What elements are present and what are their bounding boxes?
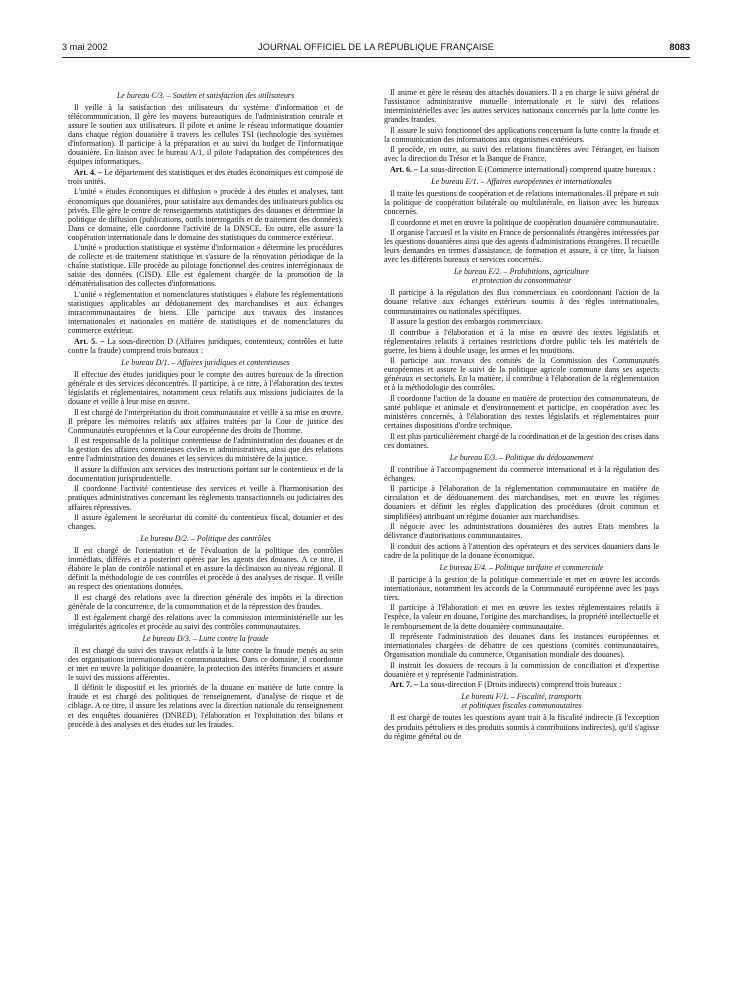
body-paragraph: L'unité « réglementation et nomenclatures statistiques » élabore les réglementations statistiques applicables au dédouanement des marchandises et aux échanges intracommunautaires de biens. Elle participe aux travaux des instances internationales et nationales en matière de statistiques et de nomenclatures du commerce extérieur. [68, 289, 343, 336]
header-page-number: 8083 [669, 42, 690, 52]
body-paragraph: Il est chargé de l'interprétation du droit communautaire et veille à sa mise en œuvre. Il prépare les mémoires relatifs aux affaires traitées par la Cour de justice des Communautés européennes et la Cour européenne des droits de l'homme. [68, 407, 343, 435]
body-paragraph: Il est également chargé des relations avec la commission interministérielle sur les irrégularités agricoles et procède au suivi des contrôles communautaires. [68, 612, 343, 631]
article-paragraph: Art. 4. – Le département des statistiques et des études économiques est composé de trois unités. [68, 167, 343, 186]
body-paragraph: Il est responsable de la politique contentieuse de l'administration des douanes et de la gestion des affaires contentieuses civiles et administratives, ainsi que des relations entre l'administration des douanes et les services du ministère de la justice. [68, 436, 343, 464]
body-paragraph: Il assure la diffusion aux services des instructions portant sur le contentieux et de la documentation jurisprudentielle. [68, 464, 343, 483]
section-heading: Le bureau D/2. – Politique des contrôles [140, 534, 271, 544]
body-paragraph: Il traite les questions de coopération et de relations internationales. Il prépare et suit la politique de coopération bilatérale ou multilatérale, en liaison avec les bureaux concernés. [384, 188, 659, 217]
section-heading: Le bureau E/1. – Affaires européennes et internationales [431, 176, 612, 186]
body-paragraph: Il représente l'administration des douanes dans les instances européennes et internationales chargées de débattre de ces questions (comités communautaires, Organisation mondiale du commerce, Organisation mondiale des douanes). [384, 632, 659, 660]
article-number: Art. 6. – [390, 164, 420, 174]
body-paragraph: Il est chargé du suivi des travaux relatifs à la lutte contre la fraude menés au sein des organisations internationales et communautaires. Dans ce domaine, il coordonne et met en œuvre la politique douanière, la protection des intérêts financiers et assure le suivi des missions afférentes. [68, 645, 343, 682]
body-paragraph: Il assure la gestion des embargos commerciaux. [390, 317, 543, 327]
body-paragraph: Il définit le dispositif et les priorités de la douane en matière de lutte contre la fraude et est chargé des politiques de renseignement, d'analyse de risque et de ciblage. A ce titre, il assure les relations avec la direction nationale du renseignement et des enquêtes douanières (DNRED), l'élaboration et l'exploitation des bilans et procède à des analyses et des études sur les fraudes. [68, 683, 343, 729]
section-heading: Le bureau E/4. – Politique tarifaire et commerciale [439, 562, 604, 572]
body-paragraph: Il assure le suivi fonctionnel des applications concernant la lutte contre la fraude et la communication des informations aux organismes extérieurs. [384, 125, 659, 144]
body-paragraph: L'unité « production statistique et système d'information » détermine les procédures de collecte et de traitement statistique et s'assure de la rénovation périodique de la chaîne statistique. Elle procède au pilotage fonctionnel des centres interrégionaux de saisie des données (CISD). Elle est également chargée de la promotion de la dématérialisation des collectes d'informations. [68, 243, 343, 289]
body-paragraph: Il veille à la satisfaction des utilisateurs du système d'information et de télécommunication. Il gère les moyens bureautiques de l'administration centrale et assure le soutien aux utilisateurs. Il pilote et anime le réseau informatique douanier dans chaque région douanière à travers les cellules TSI (technologie des systèmes d'information). Il participe à la préparation et au suivi du budget de l'informatique douanière. En liaison avec le bureau A/1, il pilote l'adaptation des compétences des équipes informatiques. [68, 103, 343, 167]
article-number: Art. 5. – [74, 336, 108, 346]
section-heading: Le bureau D/1. – Affaires juridiques et contentieuses [121, 357, 290, 367]
article-paragraph: Art. 5. – La sous-direction D (Affaires juridiques, contentieux, contrôles et lutte contre la fraude) comprend trois bureaux : [68, 336, 343, 355]
body-paragraph: Il procède, en outre, au suivi des relations financières avec l'étranger, en liaison avec la direction du Trésor et la Banque de France. [384, 145, 659, 164]
body-paragraph: Il effectue des études juridiques pour le compte des autres bureaux de la direction générale et des services déconcentrés. Il participe, à ce titre, à l'élaboration des textes législatifs et réglementaires, notamment ceux relatifs aux missions judiciaires de la douane et veille à leur mise en œuvre. [68, 369, 343, 406]
page-header [62, 42, 690, 56]
body-paragraph: Il participe aux travaux des comités de la Commission des Communautés européennes et assure le suivi de la politique agricole commune dans ses aspects généraux et sectoriels. En la matière, il contribue à l'élaboration de la réglementation et à la méthodologie des contrôles. [384, 356, 659, 393]
body-paragraph: Il assure également le secrétariat du comité du contentieux fiscal, douanier et des changes. [68, 513, 343, 532]
header-date: 3 mai 2002 [62, 42, 108, 52]
body-paragraph: L'unité « études économiques et diffusion » procède à des études et analyses, tant économiques que douanières, pour satisfaire aux demandes des utilisateurs publics ou privés. Elle gère le centre de renseignements statistiques des douanes et détermine la politique de diffusion (publications, outils interrogatifs et de traitement des données). Dans ce domaine, elle coordonne l'activité de la DNSCE. En outre, elle assure la coopération internationale dans le domaine des statistiques du commerce extérieur. [68, 187, 343, 242]
body-paragraph: Il est chargé de l'orientation et de l'évaluation de la politique des contrôles immédiats, différés et a posteriori opérés par les agents des douanes. A ce titre, il élabore le plan de contrôle national et en assure la déclinaison au niveau régional. Il définit la méthodologie de ces contrôles et procède à des analyses de risque. Il veille au respect des orientations données. [68, 546, 343, 592]
section-heading: Le bureau C/3. – Soutien et satisfaction des utilisateurs [116, 91, 295, 100]
section-heading: Le bureau E/2. – Prohibitions, agriculture et protection du consommateur [454, 267, 589, 286]
body-paragraph: Il contribue à l'élaboration et à la mise en œuvre des textes législatifs et réglementaires relatifs à certaines restrictions d'ordre public tels les matériels de guerre, les biens à double usage, les armes et les munitions. [384, 327, 659, 355]
left-column [68, 88, 343, 730]
article-number: Art. 4. – [74, 167, 105, 177]
body-paragraph: Il participe à la gestion de la politique commerciale et met en œuvre les accords internationaux, notamment les accords de la Communauté européenne avec les pays tiers. [384, 574, 659, 602]
body-paragraph: Il est chargé des relations avec la direction générale des impôts et la direction générale de la concurrence, de la consommation et de la répression des fraudes. [68, 592, 343, 611]
body-paragraph: Il instruit les dossiers de recours à la commission de conciliation et d'expertise douanière et y représente l'administration. [384, 660, 659, 679]
article-number: Art. 7. – [390, 680, 420, 690]
section-heading: Le bureau E/3. – Politique du dédouanement [449, 452, 594, 462]
body-paragraph: Il est plus particulièrement chargé de la coordination et de la gestion des crises dans ces domaines. [384, 431, 659, 450]
article-paragraph: Art. 6. – La sous-direction E (Commerce international) comprend quatre bureaux : [390, 164, 656, 174]
body-paragraph: Il coordonne l'activité contentieuse des services et veille à l'harmonisation des pratiques administratives concernant les règlements transactionnels ou judiciaires des affaires répressives. [68, 484, 343, 512]
body-paragraph: Il négocie avec les administrations douanières des autres Etats membres la délivrance d'autorisations communautaires. [384, 522, 659, 541]
body-paragraph: Il organise l'accueil et la visite en France de personnalités étrangères intéressées par les questions douanières ainsi que des agents d'administrations étrangères. Il recueille leurs demandes en termes d'assistance, de formation et assure, à ce titre, la liaison avec les différents bureaux et services concernés. [384, 228, 659, 265]
body-paragraph: Il participe à la régulation des flux commerciaux en coordonnant l'action de la douane relative aux échanges extérieurs soumis à des règles internationales, communautaires ou nationales spécifiques. [384, 288, 659, 316]
body-paragraph: Il participe à l'élaboration de la réglementation communautaire en matière de circulation et de dédouanement des marchandises, met en œuvre les régimes douaniers et définit les règles d'application des procédures (droit commun et simplifiées) attribuant un régime douanier aux marchandises. [384, 484, 659, 521]
body-paragraph: Il conduit des actions à l'attention des opérateurs et des services douaniers dans le cadre de la politique de la douane économique. [384, 541, 659, 560]
section-heading: Le bureau D/3. – Lutte contre la fraude [142, 633, 269, 643]
header-rule [62, 57, 690, 58]
body-paragraph: Il participe à l'élaboration et met en œuvre les textes réglementaires relatifs à l'espèce, la valeur en douane, l'origine des marchandises, la propriété intellectuelle et le remboursement de la dette douanière communautaire. [384, 603, 659, 631]
header-title: JOURNAL OFFICIEL DE LA RÉPUBLIQUE FRANÇAISE [258, 42, 494, 52]
body-paragraph: Il anime et gère le réseau des attachés douaniers. Il a en charge le suivi général de l'assistance administrative mutuelle internationale et le suivi des relations interministérielles avec les autres services nationaux concernés par la lutte contre les grandes fraudes. [384, 88, 659, 125]
body-paragraph: Il est chargé de toutes les questions ayant trait à la fiscalité indirecte (à l'exception des produits pétroliers et des produits soumis à contributions indirectes), qu'il s'agisse du régime général ou de [384, 713, 659, 741]
body-paragraph: Il coordonne et met en œuvre la politique de coopération douanière communautaire. [390, 217, 659, 227]
body-paragraph: Il coordonne l'action de la douane en matière de protection des consommateurs, de santé publique et animale et d'environnement et participe, en coopération avec les ministères concernés, à l'élaboration des textes législatifs et réglementaires pour certaines dispositions d'ordre technique. [384, 393, 659, 431]
section-heading: Le bureau F/1. – Fiscalité, transports et politiques fiscales communautaires [461, 692, 582, 711]
article-paragraph: Art. 7. – La sous-direction F (Droits indirects) comprend trois bureaux : [390, 680, 622, 690]
body-paragraph: Il contribue à l'accompagnement du commerce international et à la régulation des échanges. [384, 464, 659, 483]
right-column [384, 88, 659, 742]
